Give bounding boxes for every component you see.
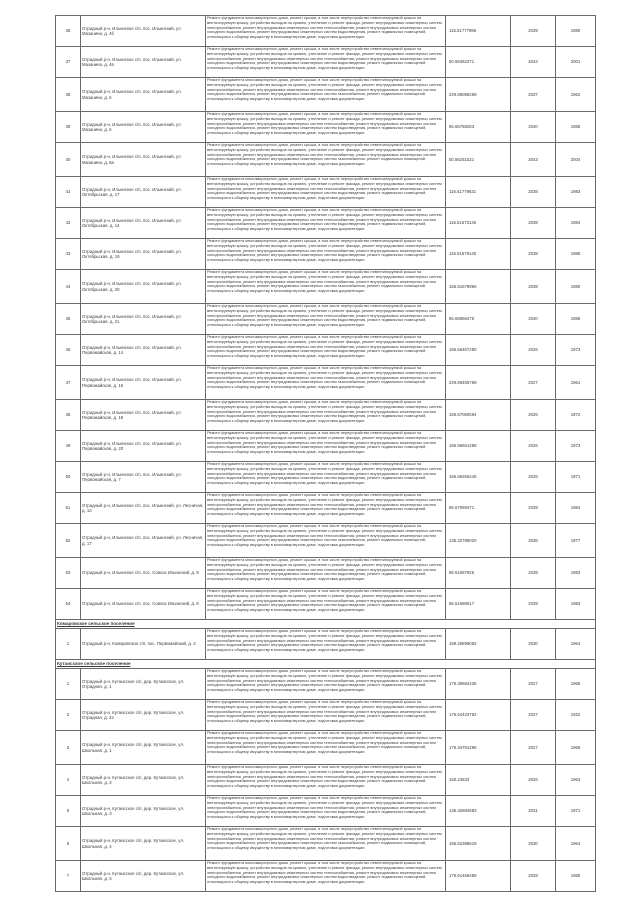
build-year-cell: 1964 xyxy=(556,827,596,861)
planned-year-cell: 2030 xyxy=(511,827,556,861)
work-types-cell: Ремонт фундамента многоквартирного дома, ремонт крыши, в том числе переустройство невентилируемой крыши на вентилируемую крышу, устройство выходов на кровлю, утепление и ремонт фасада, ремонт внутридомовых инженерных систем электроснабжения, ремонт внутридомовых инженерных систем теплоснабжения, ремонт внутридомовых инженерных систем холодного водоснабжения, ремонт внутридомовых инженерных систем газоснабжения, ремонт подвальных помещений, относящихся к общему имуществу в многоквартирном доме, подготовка документации xyxy=(206,270,446,304)
address-cell: Отрадный р-н, Ильинское с/п, пос. Ильинский, ул. Мазанина, д. 4в xyxy=(81,47,206,78)
row-number-cell: 40 xyxy=(56,143,81,177)
address-cell: Отрадный р-н, Ильинское с/п, пос. Ильинский, ул. Лесничая, д. 17 xyxy=(81,524,206,558)
build-year-cell: 1984 xyxy=(556,208,596,239)
build-year-cell: 1922 xyxy=(556,700,596,731)
table-row xyxy=(56,78,596,112)
row-number-cell: 5 xyxy=(56,796,81,827)
row-number-cell: 6 xyxy=(56,827,81,861)
table-row xyxy=(56,731,596,765)
address-cell: Отрадный р-н, Ильинское с/п, пос. Ильинский, ул. Мазанина, д. 6 xyxy=(81,112,206,143)
row-number-cell: 43 xyxy=(56,239,81,270)
build-year-cell: 1983 xyxy=(556,177,596,208)
row-number-cell: 50 xyxy=(56,462,81,493)
address-cell: Отрадный р-н, Ильинское с/п, пос. Ильинский, ул. Первомайская, д. 7 xyxy=(81,462,206,493)
table-row xyxy=(56,400,596,431)
planned-year-cell: 2039 xyxy=(511,558,556,589)
planned-year-cell: 2026 xyxy=(511,335,556,366)
address-cell: Отрадный р-н, Ильинское с/п, пос. Ильинский, ул. Октябрьская, д. 17 xyxy=(81,177,206,208)
row-number-cell: 47 xyxy=(56,366,81,400)
table-row xyxy=(56,861,596,892)
row-number-cell: 51 xyxy=(56,493,81,524)
area-value-cell: 115.51777986 xyxy=(446,16,511,47)
area-value-cell: 135.32884583 xyxy=(446,796,511,827)
table-row xyxy=(56,524,596,558)
work-types-cell: Ремонт фундамента многоквартирного дома, ремонт крыши, в том числе переустройство невентилируемой крыши на вентилируемую крышу, устройство выходов на кровлю, утепление и ремонт фасада, ремонт внутридомовых инженерных систем электроснабжения, ремонт внутридомовых инженерных систем теплоснабжения, ремонт внутридомовых инженерных систем холодного водоснабжения, ремонт внутридомовых инженерных систем водоотведения, ремонт подвальных помещений, относящихся к общему имуществу в многоквартирном доме, подготовка документации xyxy=(206,796,446,827)
row-number-cell: 38 xyxy=(56,78,81,112)
area-value-cell: 86.67069471 xyxy=(446,493,511,524)
address-cell: Отрадный р-н, Ильинское с/п, пос. Ильинский, ул. Первомайская, д. 20 xyxy=(81,431,206,462)
area-value-cell: 116.51779631 xyxy=(446,177,511,208)
build-year-cell: 1980 xyxy=(556,270,596,304)
row-number-cell: 1 xyxy=(56,669,81,700)
row-number-cell: 46 xyxy=(56,335,81,366)
address-cell: Отрадный р-н, Кутаисское с/п, дер. Кутаисское, ул. Отрадная, д. 22 xyxy=(81,700,206,731)
table-row xyxy=(56,239,596,270)
address-cell: Отрадный р-н, Кутаисское с/п, дер. Кутаисское, ул. Школьная, д. 3 xyxy=(81,796,206,827)
area-value-cell: 155.52388619 xyxy=(446,827,511,861)
address-cell: Отрадный р-н, Ильинское с/п, пос. Ильинский, ул. Первомайская, д. 16 xyxy=(81,366,206,400)
table-row xyxy=(56,629,596,660)
area-value-cell: 166.56266246 xyxy=(446,462,511,493)
table-row xyxy=(56,493,596,524)
area-value-cell: 150.24533 xyxy=(446,765,511,796)
area-value-cell: 86.66966476 xyxy=(446,304,511,335)
address-cell: Отрадный р-н, Кутаисское с/п, дер. Кутаисское, ул. Школьная, д. 1 xyxy=(81,731,206,765)
section-header-row xyxy=(56,660,596,669)
row-number-cell: 3 xyxy=(56,731,81,765)
build-year-cell: 1961 xyxy=(556,366,596,400)
planned-year-cell: 2038 xyxy=(511,239,556,270)
planned-year-cell: 2043 xyxy=(511,143,556,177)
row-number-cell: 49 xyxy=(56,431,81,462)
address-cell: Отрадный р-н, Кутаисское с/п, дер. Кутаисское, ул. Школьная, д. 4 xyxy=(81,827,206,861)
address-cell: Отрадный р-н, Ильинское с/п, пос. Ильинский, ул. Октябрьская, д. 14 xyxy=(81,208,206,239)
table-row xyxy=(56,700,596,731)
area-value-cell: 159.26899082 xyxy=(446,629,511,660)
address-cell: Отрадный р-н, Кутаисское с/п, дер. Кутаисское, ул. Школьная, д. 5 xyxy=(81,861,206,892)
build-year-cell: 1973 xyxy=(556,335,596,366)
build-year-cell: 1964 xyxy=(556,629,596,660)
table-row xyxy=(56,177,596,208)
section-title: Комаровское сельское поселение xyxy=(56,620,596,629)
address-cell: Отрадный р-н, Ильинское с/п, пос. Ильинский, ул. Лесничая, д. 13 xyxy=(81,493,206,524)
address-cell: Отрадный р-н, Ильинское с/п, пос. Ильинский, ул. Октябрьская, д. 20 xyxy=(81,270,206,304)
address-cell: Отрадный р-н, Ильинское с/п, пос. Ильинский, ул. Первомайская, д. 18 xyxy=(81,400,206,431)
area-value-cell: 166.56467280 xyxy=(446,335,511,366)
work-types-cell: Ремонт фундамента многоквартирного дома, ремонт крыши, в том числе переустройство невентилируемой крыши на вентилируемую крышу, устройство выходов на кровлю, утепление и ремонт фасада, ремонт внутридомовых инженерных систем электроснабжения, ремонт внутридомовых инженерных систем теплоснабжения, ремонт внутридомовых инженерных систем холодного водоснабжения, ремонт внутридомовых инженерных систем газоснабжения, ремонт подвальных помещений, относящихся к общему имуществу в многоквартирном доме, подготовка документации xyxy=(206,524,446,558)
table-row xyxy=(56,589,596,620)
address-cell: Отрадный р-н, Ильинское с/п, пос. Ильинский, ул. Мазанина, д. 5 xyxy=(81,78,206,112)
table-row xyxy=(56,796,596,827)
table-row xyxy=(56,462,596,493)
planned-year-cell: 2038 xyxy=(511,177,556,208)
work-types-cell: Ремонт фундамента многоквартирного дома, ремонт крыши, в том числе переустройство невентилируемой крыши на вентилируемую крышу, устройство выходов на кровлю, утепление и ремонт фасада, ремонт внутридомовых инженерных систем электроснабжения, ремонт внутридомовых инженерных систем теплоснабжения, ремонт внутридомовых инженерных систем холодного водоснабжения, ремонт внутридомовых инженерных систем водоотведения, ремонт подвальных помещений, относящихся к общему имуществу в многоквартирном доме, подготовка документации xyxy=(206,765,446,796)
build-year-cell: 1980 xyxy=(556,16,596,47)
build-year-cell: 1983 xyxy=(556,558,596,589)
work-types-cell: Ремонт фундамента многоквартирного дома, ремонт крыши, в том числе переустройство невентилируемой крыши на вентилируемую крышу, устройство выходов на кровлю, утепление и ремонт фасада, ремонт внутридомовых инженерных систем электроснабжения, ремонт внутридомовых инженерных систем теплоснабжения, ремонт внутридомовых инженерных систем холодного водоснабжения, ремонт внутридомовых инженерных систем водоотведения, ремонт подвальных помещений, относящихся к общему имуществу в многоквартирном доме, подготовка документации xyxy=(206,700,446,731)
address-cell: Отрадный р-н, Ильинское с/п, пос. Ильинский, ул. Мазанина, д. 6а xyxy=(81,143,206,177)
area-value-cell: 86.51688617 xyxy=(446,589,511,620)
work-types-cell: Ремонт фундамента многоквартирного дома, ремонт крыши, в том числе переустройство невентилируемой крыши на вентилируемую крышу, устройство выходов на кровлю, утепление и ремонт фасада, ремонт внутридомовых инженерных систем электроснабжения, ремонт внутридомовых инженерных систем теплоснабжения, ремонт внутридомовых инженерных систем холодного водоснабжения, ремонт внутридомовых инженерных систем водоотведения, ремонт подвальных помещений, относящихся к общему имуществу в многоквартирном доме, подготовка документации xyxy=(206,208,446,239)
row-number-cell: 53 xyxy=(56,558,81,589)
planned-year-cell: 2027 xyxy=(511,731,556,765)
planned-year-cell: 2031 xyxy=(511,796,556,827)
table-row xyxy=(56,270,596,304)
build-year-cell: 2001 xyxy=(556,47,596,78)
address-cell: Отрадный р-н, Ильинское с/п, пос. Ильинский, ул. Октябрьская, д. 21 xyxy=(81,304,206,335)
area-value-cell: 86.51687926 xyxy=(446,558,511,589)
planned-year-cell: 2039 xyxy=(511,493,556,524)
row-number-cell: 54 xyxy=(56,589,81,620)
area-value-cell: 50.56352271 xyxy=(446,47,511,78)
planned-year-cell: 2026 xyxy=(511,765,556,796)
work-types-cell: Ремонт фундамента многоквартирного дома, ремонт крыши, в том числе переустройство невентилируемой крыши на вентилируемую крышу, устройство выходов на кровлю, утепление и ремонт фасада, ремонт внутридомовых инженерных систем электроснабжения, ремонт внутридомовых инженерных систем теплоснабжения, ремонт внутридомовых инженерных систем холодного водоснабжения, ремонт внутридомовых инженерных систем газоснабжения, ремонт подвальных помещений, относящихся к общему имуществу в многоквартирном доме, подготовка документации xyxy=(206,731,446,765)
row-number-cell: 4 xyxy=(56,765,81,796)
area-value-cell: 50.56251521 xyxy=(446,143,511,177)
work-types-cell: Ремонт фундамента многоквартирного дома, ремонт крыши, в том числе переустройство невентилируемой крыши на вентилируемую крышу, устройство выходов на кровлю, утепление и ремонт фасада, ремонт внутридомовых инженерных систем электроснабжения, ремонт внутридомовых инженерных систем теплоснабжения, ремонт внутридомовых инженерных систем холодного водоснабжения, ремонт внутридомовых инженерных систем водоотведения, ремонт подвальных помещений, относящихся к общему имуществу в многоквартирном доме, подготовка документации xyxy=(206,177,446,208)
planned-year-cell: 2027 xyxy=(511,366,556,400)
work-types-cell: Ремонт фундамента многоквартирного дома, ремонт крыши, в том числе переустройство невентилируемой крыши на вентилируемую крышу, устройство выходов на кровлю, утепление и ремонт фасада, ремонт внутридомовых инженерных систем электроснабжения, ремонт внутридомовых инженерных систем теплоснабжения, ремонт внутридомовых инженерных систем холодного водоснабжения, ремонт внутридомовых инженерных систем водоотведения, ремонт подвальных помещений, относящихся к общему имуществу в многоквартирном доме, подготовка документации xyxy=(206,861,446,892)
area-value-cell: 176.61466489 xyxy=(446,861,511,892)
section-header-row xyxy=(56,620,596,629)
work-types-cell: Ремонт фундамента многоквартирного дома, ремонт крыши, в том числе переустройство невентилируемой крыши на вентилируемую крышу, устройство выходов на кровлю, утепление и ремонт фасада, ремонт внутридомовых инженерных систем электроснабжения, ремонт внутридомовых инженерных систем теплоснабжения, ремонт внутридомовых инженерных систем холодного водоснабжения, ремонт внутридомовых инженерных систем водоотведения, ремонт подвальных помещений, относящихся к общему имуществу в многоквартирном доме, подготовка документации xyxy=(206,239,446,270)
area-value-cell: 135.32789020 xyxy=(446,524,511,558)
table-row xyxy=(56,208,596,239)
build-year-cell: 2004 xyxy=(556,143,596,177)
planned-year-cell: 2039 xyxy=(511,589,556,620)
address-cell: Отрадный р-н, Кутаисское с/п, дер. Кутаисское, ул. Отрадная, д. 1 xyxy=(81,669,206,700)
work-types-cell: Ремонт фундамента многоквартирного дома, ремонт крыши, в том числе переустройство невентилируемой крыши на вентилируемую крышу, устройство выходов на кровлю, утепление и ремонт фасада, ремонт внутридомовых инженерных систем электроснабжения, ремонт внутридомовых инженерных систем теплоснабжения, ремонт внутридомовых инженерных систем холодного водоснабжения, ремонт внутридомовых инженерных систем водоотведения, ремонт подвальных помещений, относящихся к общему имуществу в многоквартирном доме, подготовка документации xyxy=(206,431,446,462)
row-number-cell: 2 xyxy=(56,700,81,731)
work-types-cell: Ремонт фундамента многоквартирного дома, ремонт крыши, в том числе переустройство невентилируемой крыши на вентилируемую крышу, устройство выходов на кровлю, утепление и ремонт фасада, ремонт внутридомовых инженерных систем электроснабжения, ремонт внутридомовых инженерных систем теплоснабжения, ремонт внутридомовых инженерных систем холодного водоснабжения, ремонт внутридомовых инженерных систем водоотведения, ремонт подвальных помещений, относящихся к общему имуществу в многоквартирном доме, подготовка документации xyxy=(206,400,446,431)
row-number-cell: 52 xyxy=(56,524,81,558)
table-body xyxy=(56,16,596,892)
address-cell: Отрадный р-н, Кутаисское с/п, дер. Кутаисское, ул. Школьная, д. 2 xyxy=(81,765,206,796)
build-year-cell: 1985 xyxy=(556,112,596,143)
row-number-cell: 1 xyxy=(56,629,81,660)
planned-year-cell: 2027 xyxy=(511,700,556,731)
build-year-cell: 1986 xyxy=(556,304,596,335)
table-row xyxy=(56,112,596,143)
planned-year-cell: 2030 xyxy=(511,629,556,660)
area-value-cell: 166.57060594 xyxy=(446,400,511,431)
area-value-cell: 116.51673146 xyxy=(446,208,511,239)
area-value-cell: 229.69465769 xyxy=(446,366,511,400)
table-row xyxy=(56,16,596,47)
planned-year-cell: 2043 xyxy=(511,47,556,78)
build-year-cell: 1962 xyxy=(556,78,596,112)
table-row xyxy=(56,47,596,78)
area-value-cell: 229.69088259 xyxy=(446,78,511,112)
table-row xyxy=(56,366,596,400)
table-row xyxy=(56,765,596,796)
area-value-cell: 176.64423782 xyxy=(446,700,511,731)
work-types-cell: Ремонт фундамента многоквартирного дома, ремонт крыши, в том числе переустройство невентилируемой крыши на вентилируемую крышу, устройство выходов на кровлю, утепление и ремонт фасада, ремонт внутридомовых инженерных систем электроснабжения, ремонт внутридомовых инженерных систем теплоснабжения, ремонт внутридомовых инженерных систем холодного водоснабжения, ремонт внутридомовых инженерных систем водоотведения, ремонт подвальных помещений, относящихся к общему имуществу в многоквартирном доме, подготовка документации xyxy=(206,493,446,524)
row-number-cell: 41 xyxy=(56,177,81,208)
work-types-cell: Ремонт фундамента многоквартирного дома, ремонт крыши, в том числе переустройство невентилируемой крыши на вентилируемую крышу, устройство выходов на кровлю, утепление и ремонт фасада, ремонт внутридомовых инженерных систем электроснабжения, ремонт внутридомовых инженерных систем теплоснабжения, ремонт внутридомовых инженерных систем холодного водоснабжения, ремонт внутридомовых инженерных систем водоотведения, ремонт подвальных помещений, относящихся к общему имуществу в многоквартирном доме, подготовка документации xyxy=(206,16,446,47)
work-types-cell: Ремонт фундамента многоквартирного дома, ремонт крыши, в том числе переустройство невентилируемой крыши на вентилируемую крышу, устройство выходов на кровлю, утепление и ремонт фасада, ремонт внутридомовых инженерных систем электроснабжения, ремонт внутридомовых инженерных систем теплоснабжения, ремонт внутридомовых инженерных систем холодного водоснабжения, ремонт внутридомовых инженерных систем водоотведения, ремонт подвальных помещений, относящихся к общему имуществу в многоквартирном доме, подготовка документации xyxy=(206,589,446,620)
build-year-cell: 1973 xyxy=(556,431,596,462)
section-title: Кутаисское сельское поселение xyxy=(56,660,596,669)
build-year-cell: 1977 xyxy=(556,524,596,558)
address-cell: Отрадный р-н, Ильинское с/п, пос. Ильинский, ул. Октябрьская, д. 19 xyxy=(81,239,206,270)
row-number-cell: 37 xyxy=(56,47,81,78)
build-year-cell: 1983 xyxy=(556,589,596,620)
work-types-cell: Ремонт фундамента многоквартирного дома, ремонт крыши, в том числе переустройство невентилируемой крыши на вентилируемую крышу, устройство выходов на кровлю, утепление и ремонт фасада, ремонт внутридомовых инженерных систем электроснабжения, ремонт внутридомовых инженерных систем теплоснабжения, ремонт внутридомовых инженерных систем холодного водоснабжения, ремонт внутридомовых инженерных систем газоснабжения, ремонт подвальных помещений, относящихся к общему имуществу в многоквартирном доме, подготовка документации xyxy=(206,78,446,112)
work-types-cell: Ремонт фундамента многоквартирного дома, ремонт крыши, в том числе переустройство невентилируемой крыши на вентилируемую крышу, устройство выходов на кровлю, утепление и ремонт фасада, ремонт внутридомовых инженерных систем электроснабжения, ремонт внутридомовых инженерных систем теплоснабжения, ремонт внутридомовых инженерных систем холодного водоснабжения, ремонт внутридомовых инженерных систем водоотведения, ремонт подвальных помещений, относящихся к общему имуществу в многоквартирном доме, подготовка документации xyxy=(206,669,446,700)
work-types-cell: Ремонт фундамента многоквартирного дома, ремонт крыши, в том числе переустройство невентилируемой крыши на вентилируемую крышу, устройство выходов на кровлю, утепление и ремонт фасада, ремонт внутридомовых инженерных систем электроснабжения, ремонт внутридомовых инженерных систем теплоснабжения, ремонт внутридомовых инженерных систем холодного водоснабжения, ремонт внутридомовых инженерных систем газоснабжения, ремонт подвальных помещений, относящихся к общему имуществу в многоквартирном доме, подготовка документации xyxy=(206,827,446,861)
area-value-cell: 176.34791296 xyxy=(446,731,511,765)
build-year-cell: 1980 xyxy=(556,861,596,892)
build-year-cell: 1971 xyxy=(556,462,596,493)
work-types-cell: Ремонт фундамента многоквартирного дома, ремонт крыши, в том числе переустройство невентилируемой крыши на вентилируемую крышу, устройство выходов на кровлю, утепление и ремонт фасада, ремонт внутридомовых инженерных систем электроснабжения, ремонт внутридомовых инженерных систем теплоснабжения, ремонт внутридомовых инженерных систем холодного водоснабжения, ремонт внутридомовых инженерных систем газоснабжения, ремонт подвальных помещений, относящихся к общему имуществу в многоквартирном доме, подготовка документации xyxy=(206,366,446,400)
table-row xyxy=(56,558,596,589)
address-cell: Отрадный р-н, Ильинское с/п, пос. Совхоз Ильинский, д. 9 xyxy=(81,589,206,620)
table-row xyxy=(56,431,596,462)
address-cell: Отрадный р-н, Ильинское с/п, пос. Совхоз Ильинский, д. 8 xyxy=(81,558,206,589)
planned-year-cell: 2040 xyxy=(511,304,556,335)
planned-year-cell: 2028 xyxy=(511,861,556,892)
table-row xyxy=(56,669,596,700)
planned-year-cell: 2036 xyxy=(511,524,556,558)
planned-year-cell: 2027 xyxy=(511,669,556,700)
work-types-cell: Ремонт фундамента многоквартирного дома, ремонт крыши, в том числе переустройство невентилируемой крыши на вентилируемую крышу, устройство выходов на кровлю, утепление и ремонт фасада, ремонт внутридомовых инженерных систем электроснабжения, ремонт внутридомовых инженерных систем теплоснабжения, ремонт внутридомовых инженерных систем холодного водоснабжения, ремонт внутридомовых инженерных систем водоотведения, ремонт подвальных помещений, относящихся к общему имуществу в многоквартирном доме, подготовка документации xyxy=(206,47,446,78)
row-number-cell: 45 xyxy=(56,304,81,335)
table-row xyxy=(56,335,596,366)
area-value-cell: 176.35682436 xyxy=(446,669,511,700)
build-year-cell: 1971 xyxy=(556,796,596,827)
area-value-cell: 115.51679145 xyxy=(446,239,511,270)
row-number-cell: 44 xyxy=(56,270,81,304)
planned-year-cell: 2037 xyxy=(511,78,556,112)
build-year-cell: 1985 xyxy=(556,239,596,270)
planned-year-cell: 2039 xyxy=(511,16,556,47)
work-types-cell: Ремонт фундамента многоквартирного дома, ремонт крыши, в том числе переустройство невентилируемой крыши на вентилируемую крышу, устройство выходов на кровлю, утепление и ремонт фасада, ремонт внутридомовых инженерных систем электроснабжения, ремонт внутридомовых инженерных систем теплоснабжения, ремонт внутридомовых инженерных систем холодного водоснабжения, ремонт внутридомовых инженерных систем водоотведения, ремонт подвальных помещений, относящихся к общему имуществу в многоквартирном доме, подготовка документации xyxy=(206,304,446,335)
planned-year-cell: 2026 xyxy=(511,462,556,493)
table-row xyxy=(56,304,596,335)
row-number-cell: 36 xyxy=(56,16,81,47)
address-cell: Отрадный р-н, Ильинское с/п, пос. Ильинский, ул. Мазанина, д. 4б xyxy=(81,16,206,47)
build-year-cell: 1963 xyxy=(556,765,596,796)
planned-year-cell: 2038 xyxy=(511,270,556,304)
row-number-cell: 7 xyxy=(56,861,81,892)
area-value-cell: 166.56661288 xyxy=(446,431,511,462)
area-value-cell: 155.51578966 xyxy=(446,270,511,304)
area-value-cell: 86.66768283 xyxy=(446,112,511,143)
planned-year-cell: 2038 xyxy=(511,208,556,239)
document-page xyxy=(55,15,595,885)
address-cell: Отрадный р-н, Комаровское с/п, пос. Первомайский, д. 2 xyxy=(81,629,206,660)
work-types-cell: Ремонт фундамента многоквартирного дома, ремонт крыши, в том числе переустройство невентилируемой крыши на вентилируемую крышу, устройство выходов на кровлю, утепление и ремонт фасада, ремонт внутридомовых инженерных систем электроснабжения, ремонт внутридомовых инженерных систем теплоснабжения, ремонт внутридомовых инженерных систем холодного водоснабжения, ремонт внутридомовых инженерных систем газоснабжения, ремонт подвальных помещений, относящихся к общему имуществу в многоквартирном доме, подготовка документации xyxy=(206,143,446,177)
build-year-cell: 1969 xyxy=(556,731,596,765)
table-row xyxy=(56,827,596,861)
work-types-cell: Ремонт фундамента многоквартирного дома, ремонт крыши, в том числе переустройство невентилируемой крыши на вентилируемую крышу, устройство выходов на кровлю, утепление и ремонт фасада, ремонт внутридомовых инженерных систем электроснабжения, ремонт внутридомовых инженерных систем теплоснабжения, ремонт внутридомовых инженерных систем холодного водоснабжения, ремонт внутридомовых инженерных систем водоотведения, ремонт подвальных помещений, относящихся к общему имуществу в многоквартирном доме, подготовка документации xyxy=(206,112,446,143)
planned-year-cell: 2026 xyxy=(511,400,556,431)
build-year-cell: 1972 xyxy=(556,400,596,431)
work-types-cell: Ремонт фундамента многоквартирного дома, ремонт крыши, в том числе переустройство невентилируемой крыши на вентилируемую крышу, устройство выходов на кровлю, утепление и ремонт фасада, ремонт внутридомовых инженерных систем электроснабжения, ремонт внутридомовых инженерных систем теплоснабжения, ремонт внутридомовых инженерных систем холодного водоснабжения, ремонт внутридомовых инженерных систем водоотведения, ремонт подвальных помещений, относящихся к общему имуществу в многоквартирном доме, подготовка документации xyxy=(206,558,446,589)
capital-repair-table xyxy=(55,15,596,892)
work-types-cell: Ремонт фундамента многоквартирного дома, ремонт крыши, в том числе переустройство невентилируемой крыши на вентилируемую крышу, устройство выходов на кровлю, утепление и ремонт фасада, ремонт внутридомовых инженерных систем электроснабжения, ремонт внутридомовых инженерных систем теплоснабжения, ремонт внутридомовых инженерных систем холодного водоснабжения, ремонт внутридомовых инженерных систем водоотведения, ремонт подвальных помещений, относящихся к общему имуществу в многоквартирном доме, подготовка документации xyxy=(206,462,446,493)
work-types-cell: Ремонт фундамента многоквартирного дома, ремонт крыши, в том числе переустройство невентилируемой крыши на вентилируемую крышу, устройство выходов на кровлю, утепление и ремонт фасада, ремонт внутридомовых инженерных систем электроснабжения, ремонт внутридомовых инженерных систем теплоснабжения, ремонт внутридомовых инженерных систем холодного водоснабжения, ремонт внутридомовых инженерных систем водоотведения, ремонт подвальных помещений, относящихся к общему имуществу в многоквартирном доме, подготовка документации xyxy=(206,335,446,366)
row-number-cell: 39 xyxy=(56,112,81,143)
planned-year-cell: 2026 xyxy=(511,431,556,462)
build-year-cell: 1984 xyxy=(556,493,596,524)
row-number-cell: 42 xyxy=(56,208,81,239)
work-types-cell: Ремонт фундамента многоквартирного дома, ремонт крыши, в том числе переустройство невентилируемой крыши на вентилируемую крышу, устройство выходов на кровлю, утепление и ремонт фасада, ремонт внутридомовых инженерных систем электроснабжения, ремонт внутридомовых инженерных систем теплоснабжения, ремонт внутридомовых инженерных систем холодного водоснабжения, ремонт внутридомовых инженерных систем водоотведения, ремонт подвальных помещений, относящихся к общему имуществу в многоквартирном доме, подготовка документации xyxy=(206,629,446,660)
table-row xyxy=(56,143,596,177)
address-cell: Отрадный р-н, Ильинское с/п, пос. Ильинский, ул. Первомайская, д. 14 xyxy=(81,335,206,366)
build-year-cell: 1965 xyxy=(556,669,596,700)
planned-year-cell: 2040 xyxy=(511,112,556,143)
row-number-cell: 48 xyxy=(56,400,81,431)
